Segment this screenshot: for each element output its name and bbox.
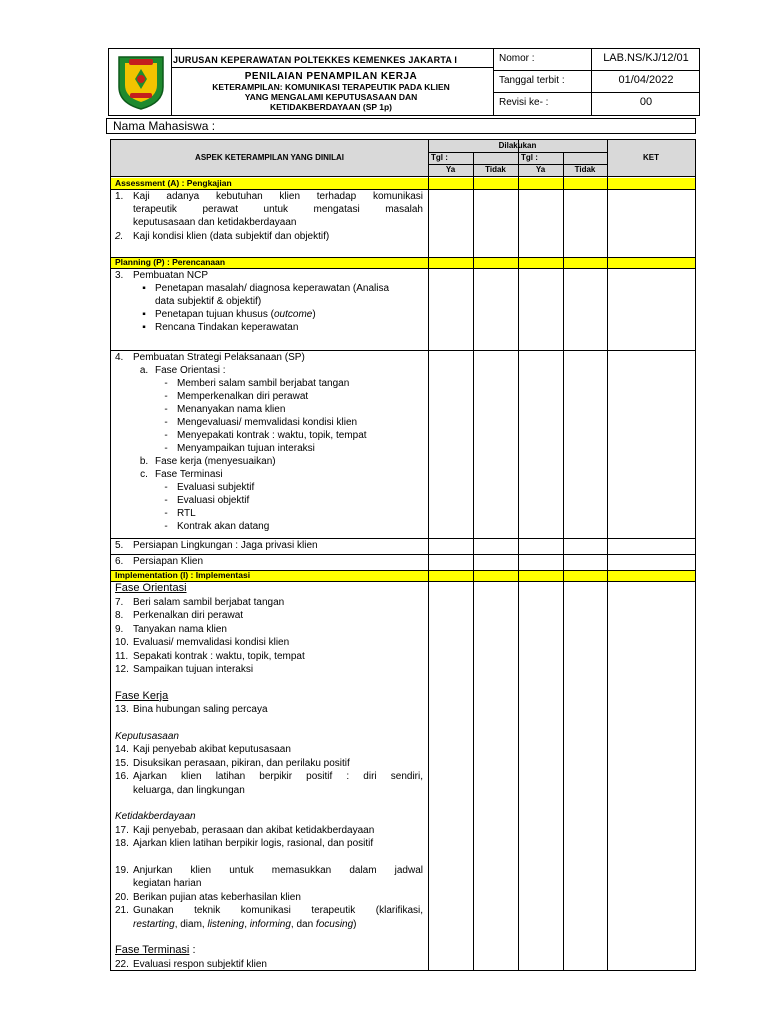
col-tidak1-header: Tidak <box>485 165 506 174</box>
col-ket-header: KET <box>643 153 659 162</box>
institution-logo <box>115 53 167 111</box>
heading-keputusasaan: Keputusasaan <box>115 730 179 742</box>
tanggal-value: 01/04/2022 <box>618 74 674 86</box>
score-cell-tidak1[interactable] <box>473 189 518 257</box>
col-aspek-header: ASPEK KETERAMPILAN YANG DINILAI <box>195 153 344 162</box>
nomor-label: Nomor : <box>499 53 535 64</box>
score-cell-ya1[interactable] <box>428 189 473 257</box>
planning-item-6: 6. Persiapan Klien <box>115 556 204 567</box>
section-implementation: Implementation (I) : Implementasi <box>115 570 251 580</box>
col-ya2-header: Ya <box>535 165 546 174</box>
heading-fase-terminasi: Fase Terminasi : <box>115 944 196 956</box>
planning-item-3: 3. Pembuatan NCP ▪ Penetapan masalah/ diagnosa keperawatan (Analisa data subjektif & objektif) ▪ Penetapan tujuan khusus (outcome) ▪ Rencana Tindakan keperawatan <box>115 270 390 333</box>
section-assessment: Assessment (A) : Pengkajian <box>115 178 232 188</box>
col-dilakukan-header: Dilakukan <box>498 141 537 150</box>
col-tgl2-header: Tgl : <box>521 153 538 162</box>
ket-cell[interactable] <box>607 189 695 257</box>
form-title: PENILAIAN PENAMPILAN KERJA <box>244 71 418 82</box>
document-header <box>108 48 700 116</box>
implementation-list: Fase Orientasi 7. Beri salam sambil berjabat tangan 8. Perkenalkan diri perawat 9. Tanyakan nama klien 10. Evaluasi/ memvalidasi kondisi klien 11. Sepakati kontrak : waktu, topik, tempat 12. Sampaikan tujuan interaksi Fase Kerja 13. Bina hubungan saling percaya Keputusasaan 14. Kaji penyebab akibat keputusasaan 15. Disuksikan perasaan, pikiran, dan perilaku positif 16. Ajarkan klien latihan berpikir positif : diri sendiri, keluarga, dan lingkungan Ketidakberdayaan 17. Kaji penyebab, perasaan dan akibat ketidakberdayaan 18. Ajarkan klien latihan berpikir logis, rasional, dan positif 19. Anjurkan klien untuk memasukkan dalam jadwal kegiatan harian 20. Berikan pujian atas keberhasilan klien 21. Gunakan teknik komunikasi terapeutik (klarifikasi, restarting, diam, listening, informing, dan focusing) Fase Terminasi : 22. Evaluasi respon subjektif klien <box>115 582 423 970</box>
heading-ketidakberdayaan: Ketidakberdayaan <box>115 811 196 822</box>
heading-fase-kerja: Fase Kerja <box>115 689 169 702</box>
col-ya1-header: Ya <box>445 165 456 174</box>
nomor-value: LAB.NS/KJ/12/01 <box>603 52 689 64</box>
heading-fase-orientasi: Fase Orientasi <box>115 582 187 594</box>
score-cell-ya2[interactable] <box>518 189 563 257</box>
assessment-table <box>110 139 696 971</box>
col-tidak2-header: Tidak <box>574 165 596 174</box>
assessment-item-1: 1. Kaji adanya kebutuhan klien terhadap komunikasi terapeutik perawat untuk mengatasi masalah keputusasaan dan ketidakberdayaan <box>115 191 423 228</box>
assessment-item-2: 2. Kaji kondisi klien (data subjektif dan objektif) <box>115 231 330 242</box>
revisi-value: 00 <box>639 96 653 108</box>
planning-item-4: 4. Pembuatan Strategi Pelaksanaan (SP) a. Fase Orientasi : - Memberi salam sambil berjabat tangan - Memperkenalkan diri perawat - Menanyakan nama klien - Mengevaluasi/ memvalidasi kondisi klien - Menyepakati kontrak : waktu, topik, tempat - Menyampaikan tujuan interaksi b. Fase kerja (menyesuaikan) c. Fase Terminasi - Evaluasi subjektif - Evaluasi objektif - RTL - Kontrak akan datang <box>115 352 367 532</box>
score-cell-tidak2[interactable] <box>563 189 607 257</box>
form-subtitle: KETERAMPILAN: KOMUNIKASI TERAPEUTIK PADA KLIEN YANG MENGALAMI KEPUTUSASAAN DAN KETIDAKBERDAYAAN (SP 1p) <box>212 82 450 112</box>
section-planning: Planning (P) : Perencanaan <box>115 257 226 267</box>
institution-name: JURUSAN KEPERAWATAN POLTEKKES KEMENKES JAKARTA I <box>173 55 458 65</box>
planning-item-5: 5. Persiapan Lingkungan : Jaga privasi klien <box>115 540 318 551</box>
tanggal-label: Tanggal terbit : <box>499 75 565 86</box>
revisi-label: Revisi ke- : <box>499 97 549 108</box>
student-name-field[interactable]: Nama Mahasiswa : <box>106 118 696 134</box>
col-tgl1-header: Tgl : <box>431 153 448 162</box>
